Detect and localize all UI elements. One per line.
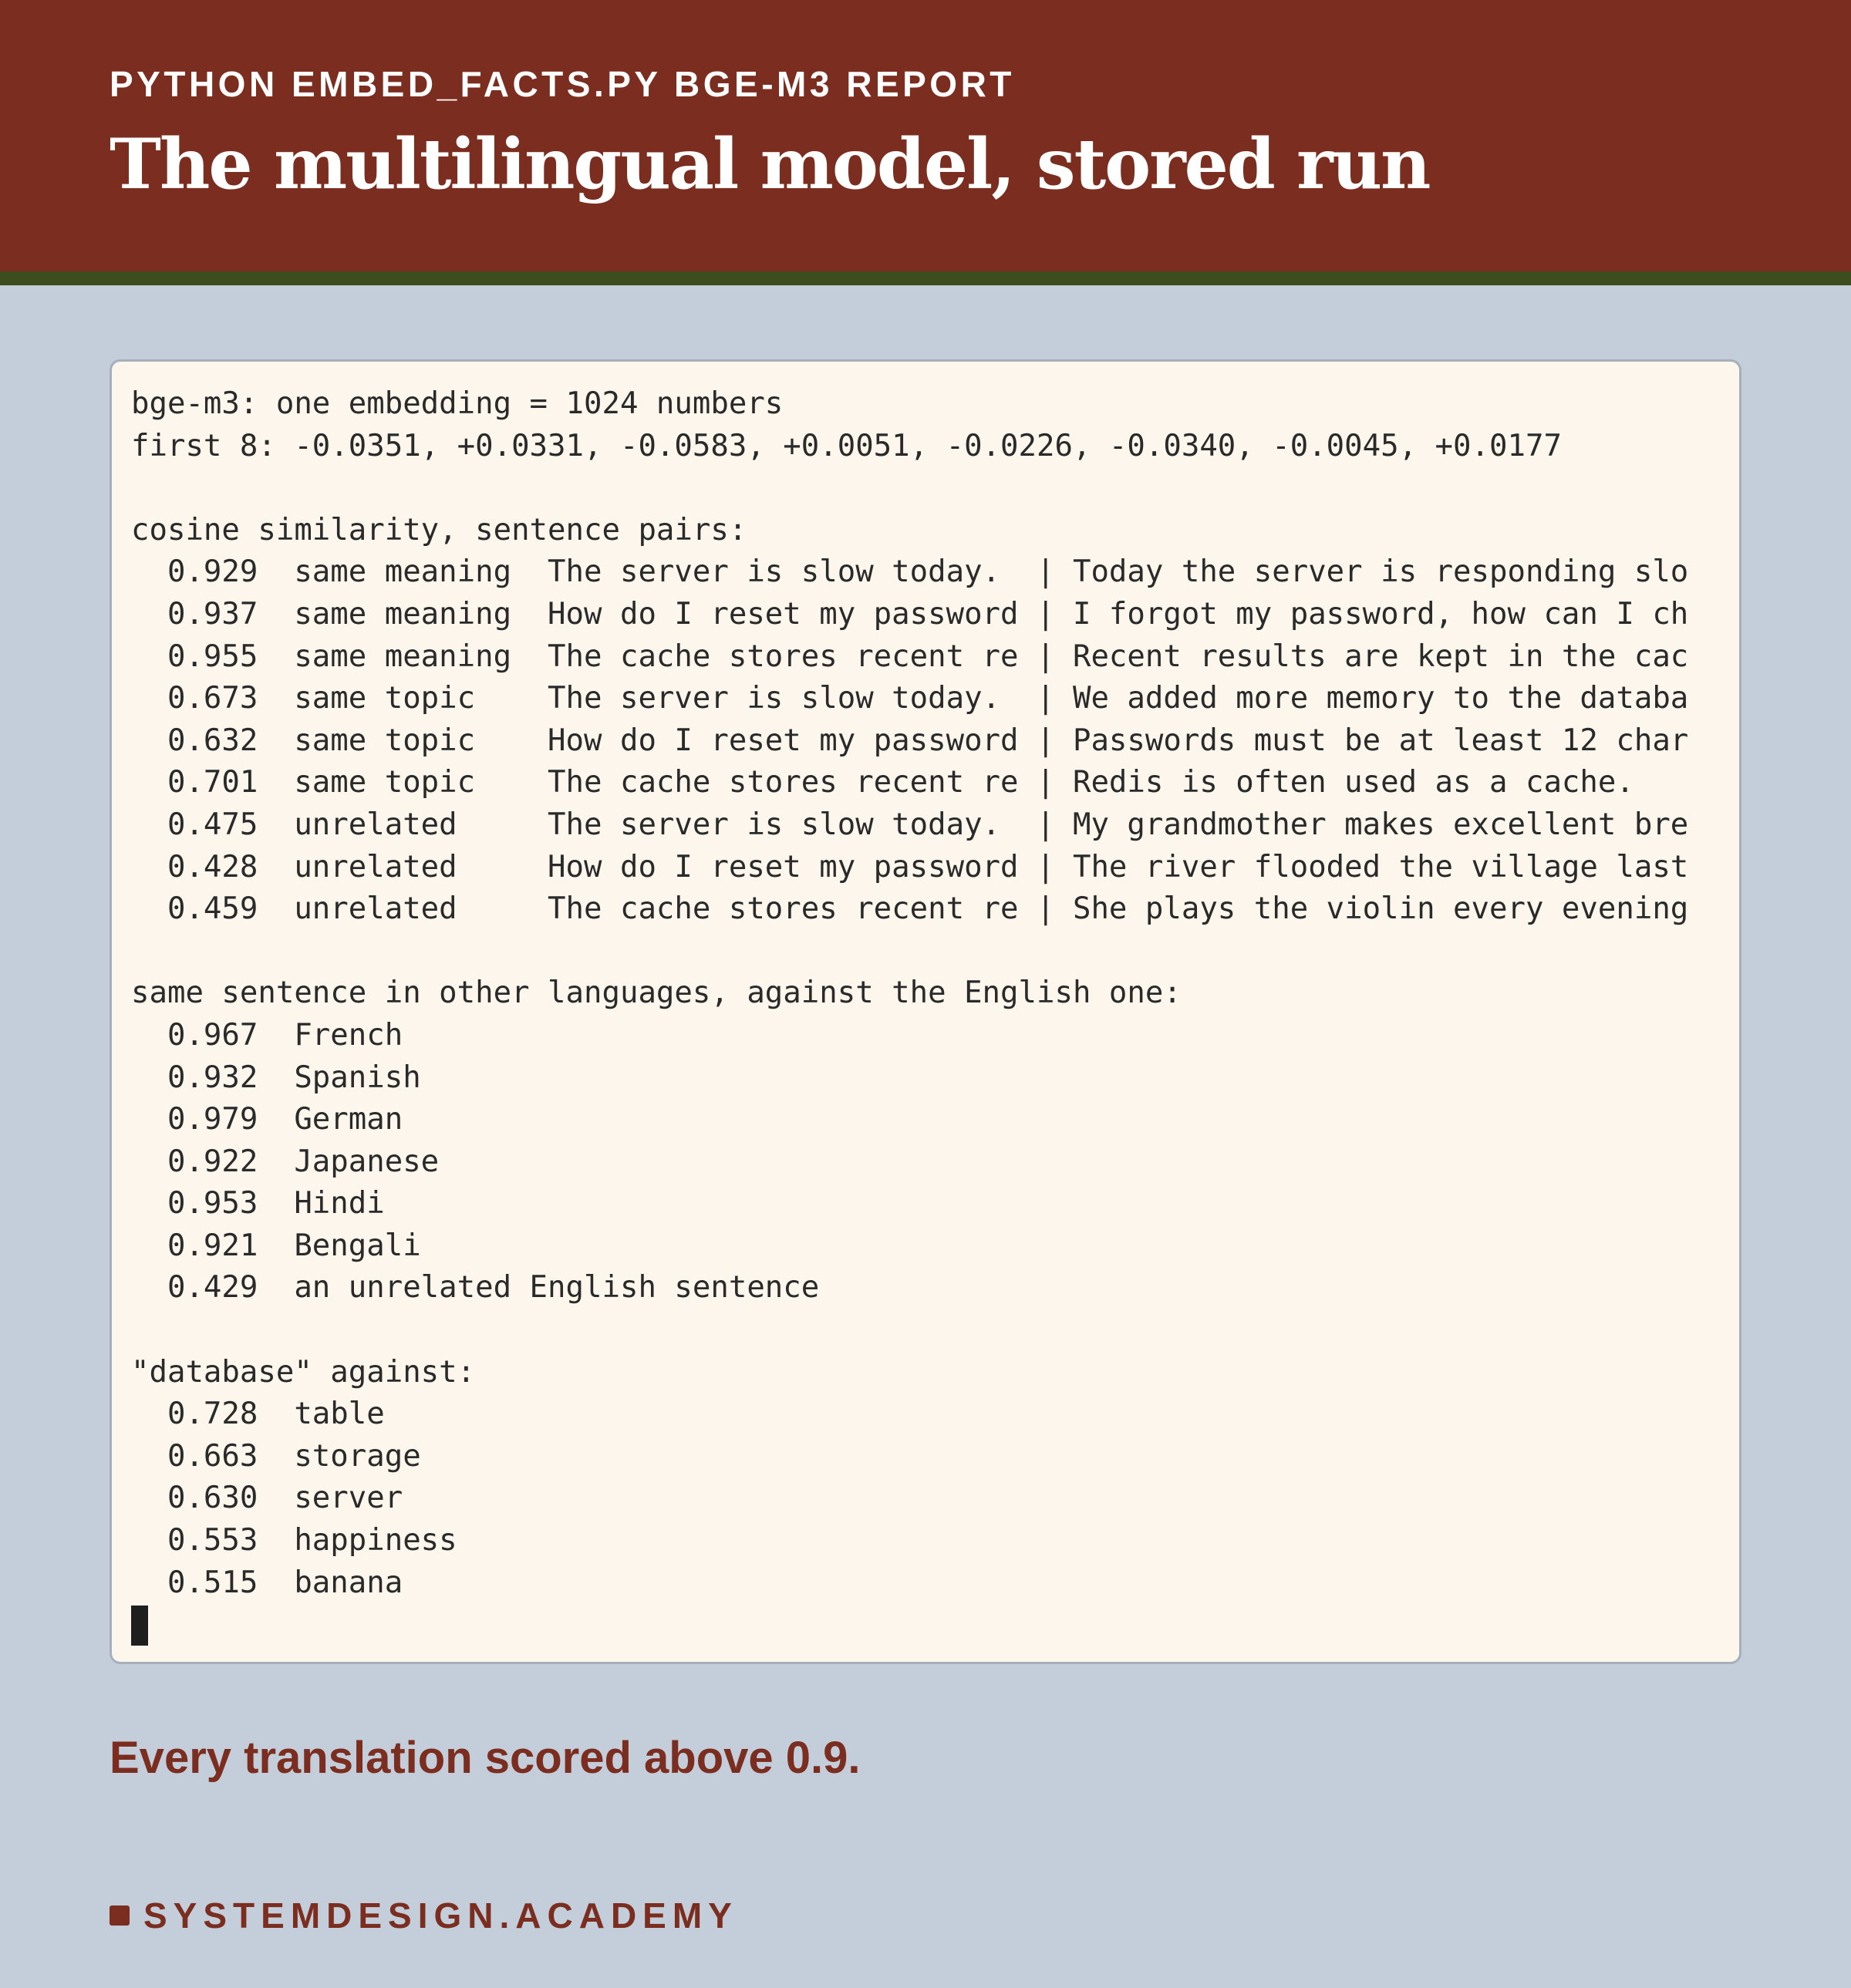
header-divider xyxy=(0,271,1851,285)
terminal-line: 0.728 table xyxy=(131,1397,385,1432)
terminal-line: 0.922 Japanese xyxy=(131,1144,440,1179)
terminal-line: 0.475 unrelated The server is slow today. | My grandmother makes excellent bre xyxy=(131,807,1689,842)
brand-name: SYSTEMDESIGN.ACADEMY xyxy=(143,1895,738,1936)
terminal-line: 0.663 storage xyxy=(131,1438,421,1474)
terminal-line: 0.515 banana xyxy=(131,1565,403,1600)
terminal-line: bge-m3: one embedding = 1024 numbers xyxy=(131,386,784,421)
terminal-line: 0.701 same topic The cache stores recent re | Redis is often used as a cache. xyxy=(131,765,1634,800)
terminal-line: 0.929 same meaning The server is slow today. | Today the server is responding slo xyxy=(131,554,1689,590)
terminal-line: 0.553 happiness xyxy=(131,1523,457,1558)
terminal-line: first 8: -0.0351, +0.0331, -0.0583, +0.0051, -0.0226, -0.0340, -0.0045, +0.0177 xyxy=(131,428,1562,463)
terminal-output xyxy=(131,383,1724,1646)
terminal-line: 0.921 Bengali xyxy=(131,1228,421,1263)
terminal-line xyxy=(131,931,1724,973)
terminal-line: cosine similarity, sentence pairs: xyxy=(131,512,747,548)
terminal-line: same sentence in other languages, against the English one: xyxy=(131,975,1182,1011)
terminal-line: 0.937 same meaning How do I reset my password | I forgot my password, how can I ch xyxy=(131,596,1689,632)
terminal-line: 0.429 an unrelated English sentence xyxy=(131,1270,820,1306)
terminal-line: 0.955 same meaning The cache stores recent re | Recent results are kept in the cac xyxy=(131,639,1689,674)
terminal-prompt-line xyxy=(131,1604,1724,1646)
brand-footer xyxy=(110,1892,738,1939)
header-kicker: PYTHON EMBED_FACTS.PY BGE-M3 REPORT xyxy=(110,64,1015,104)
terminal-cursor xyxy=(131,1606,148,1646)
brand-square-icon xyxy=(110,1905,130,1926)
terminal-line: 0.979 German xyxy=(131,1102,403,1137)
terminal-line: 0.459 unrelated The cache stores recent re | She plays the violin every evening xyxy=(131,891,1689,927)
terminal-line: 0.673 same topic The server is slow today. | We added more memory to the databa xyxy=(131,681,1689,716)
terminal-line: 0.632 same topic How do I reset my password | Passwords must be at least 12 char xyxy=(131,723,1689,758)
terminal-line: 0.967 French xyxy=(131,1017,403,1053)
terminal-line: 0.630 server xyxy=(131,1481,403,1516)
takeaway-text: Every translation scored above 0.9. xyxy=(110,1733,861,1783)
terminal-line: 0.932 Spanish xyxy=(131,1060,421,1095)
terminal-line xyxy=(131,1309,1724,1352)
terminal-line: "database" against: xyxy=(131,1354,476,1390)
terminal-line xyxy=(131,467,1724,510)
header-banner xyxy=(0,0,1851,271)
terminal-line: 0.428 unrelated How do I reset my password | The river flooded the village last xyxy=(131,849,1689,884)
terminal-window[interactable] xyxy=(110,359,1741,1664)
terminal-line: 0.953 Hindi xyxy=(131,1186,385,1221)
page-title: The multilingual model, stored run xyxy=(110,123,1430,205)
